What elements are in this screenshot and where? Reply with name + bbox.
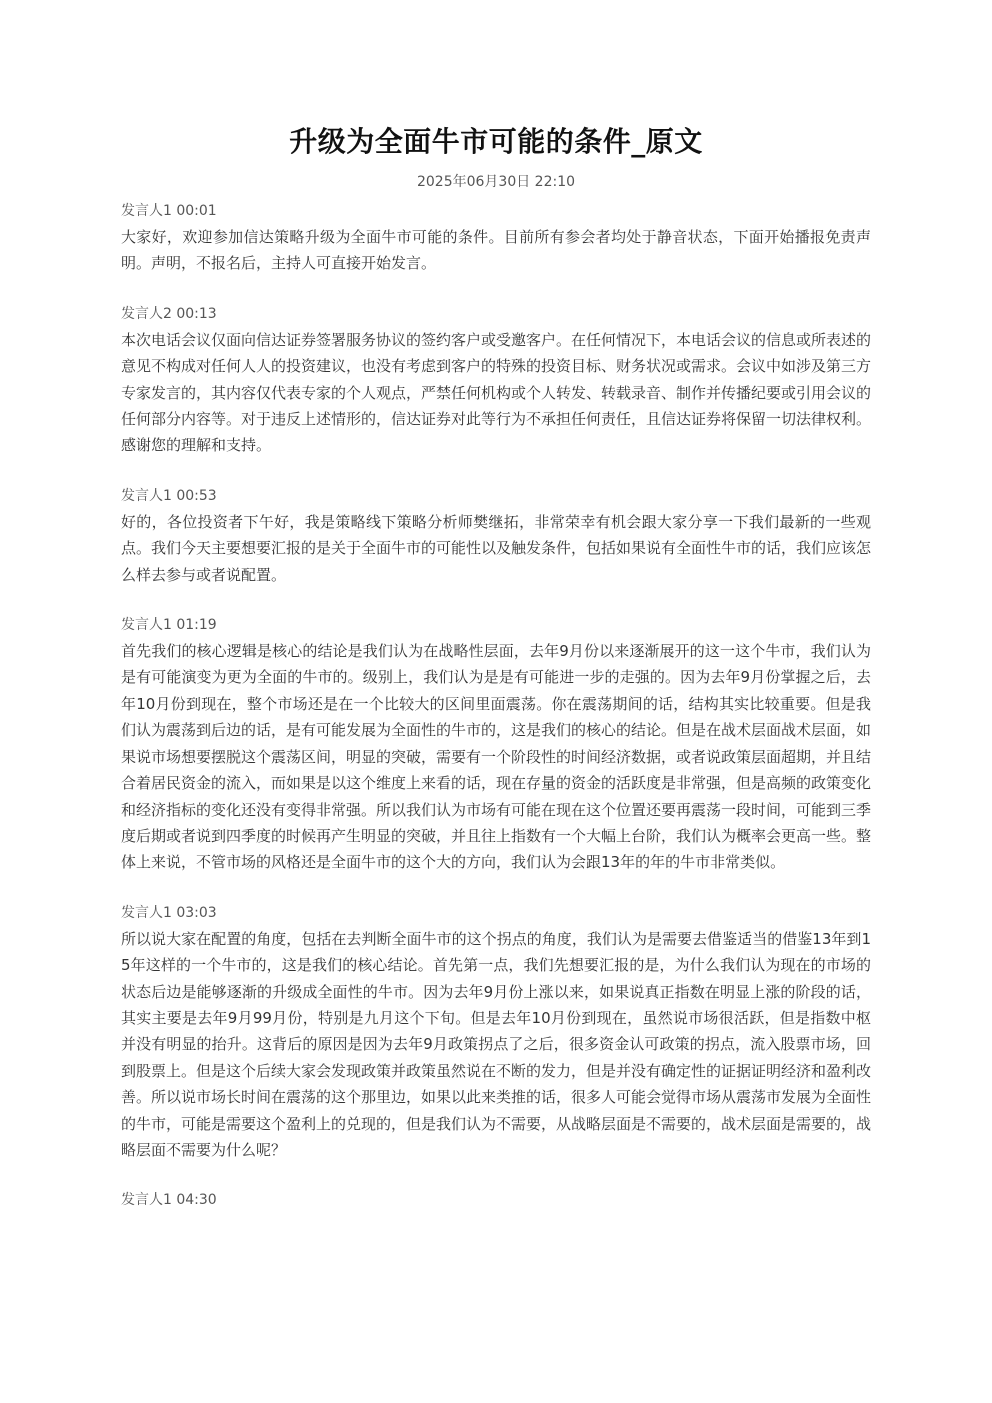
speaker-timestamp: 发言人1 00:53 [121, 487, 217, 504]
speech-text: 所以说大家在配置的角度，包括在去判断全面牛市的这个拐点的角度，我们认为是需要去借鉴适当的借鉴13年到15年这样的一个牛市的，这是我们的核心结论。首先第一点，我们先想要汇报的是，为什么我们认为现在的市场的状态后边是能够逐渐的升级成全面性的牛市。因为去年9月份上涨以来，如果说真正指数在明显上涨的阶段的话，其实主要是去年9月99月份，特别是九月这个下旬。但是去年10月份到现在，虽然说市场很活跃，但是指数中枢并没有明显的抬升。这背后的原因是因为去年9月政策拐点了之后，很多资金认可政策的拐点，流入股票市场，回到股票上。但是这个后续大家会发现政策并政策虽然说在不断的发力，但是并没有确定性的证据证明经济和盈利改善。所以说市场长时间在震荡的这个那里边，如果以此来类推的话，很多人可能会觉得市场从震荡市发展为全面性的牛市，可能是需要这个盈利上的兑现的，但是我们认为不需要，从战略层面是不需要的，战术层面是需要的，战略层面不需要为什么呢？ [121, 929, 872, 1159]
transcript-entry [121, 303, 871, 459]
document-date: 2025年06月30日 22:10 [416, 174, 576, 190]
speaker-timestamp: 发言人1 03:03 [121, 904, 217, 921]
speech-text: 大家好，欢迎参加信达策略升级为全面牛市可能的条件。目前所有参会者均处于静音状态，下面开始播报免责声明。声明，不报名后，主持人可直接开始发言。 [121, 228, 871, 273]
speaker-timestamp: 发言人2 00:13 [121, 305, 217, 322]
speech-text: 首先我们的核心逻辑是核心的结论是我们认为在战略性层面，去年9月份以来逐渐展开的这一这个牛市，我们认为是有可能演变为更为全面的牛市的。级别上，我们认为是是有可能进一步的走强的。因为去年9月份掌握之后，去年10月份到现在，整个市场还是在一个比较大的区间里面震荡。你在震荡期间的话，结构其实比较重要。但是我们认为震荡到后边的话，是有可能发展为全面性的牛市的，这是我们的核心的结论。但是在战术层面战术层面，如果说市场想要摆脱这个震荡区间，明显的突破，需要有一个阶段性的时间经济数据，或者说政策层面超期，并且结合着居民资金的流入，而如果是以这个维度上来看的话，现在存量的资金的活跃度是非常强，但是高频的政策变化和经济指标的变化还没有变得非常强。所以我们认为市场有可能在现在这个位置还要再震荡一段时间，可能到三季度后期或者说到四季度的时候再产生明显的突破，并且往上指数有一个大幅上台阶，我们认为概率会更高一些。整体上来说，不管市场的风格还是全面牛市的这个大的方向，我们认为会跟13年的年的牛市非常类似。 [121, 642, 872, 872]
speech-text: 好的，各位投资者下午好，我是策略线下策略分析师樊继拓，非常荣幸有机会跟大家分享一下我们最新的一些观点。我们今天主要想要汇报的是关于全面牛市的可能性以及触发条件，包括如果说有全面性牛市的话，我们应该怎么样去参与或者说配置。 [121, 512, 872, 584]
transcript-entry [121, 614, 871, 876]
document-page [121, 0, 871, 1213]
speaker-timestamp: 发言人1 01:19 [121, 617, 217, 634]
document-title: 升级为全面牛市可能的条件_原文 [289, 125, 703, 158]
transcript-entry [121, 200, 871, 277]
transcript-entry [121, 1189, 871, 1211]
speech-text: 本次电话会议仅面向信达证券签署服务协议的签约客户或受邀客户。在任何情况下，本电话会议的信息或所表述的意见不构成对任何人人的投资建议，也没有考虑到客户的特殊的投资目标、财务状况或需求。会议中如涉及第三方专家发言的，其内容仅代表专家的个人观点，严禁任何机构或个人转发、转载录音、制作并传播纪要或引用会议的任何部分内容等。对于违反上述情形的，信达证券对此等行为不承担任何责任，且信达证券将保留一切法律权利。感谢您的理解和支持。 [121, 330, 872, 455]
speaker-timestamp: 发言人1 00:01 [121, 203, 217, 219]
speaker-timestamp: 发言人1 04:30 [121, 1192, 217, 1209]
transcript-entry [121, 902, 871, 1164]
transcript-entry [121, 485, 871, 588]
